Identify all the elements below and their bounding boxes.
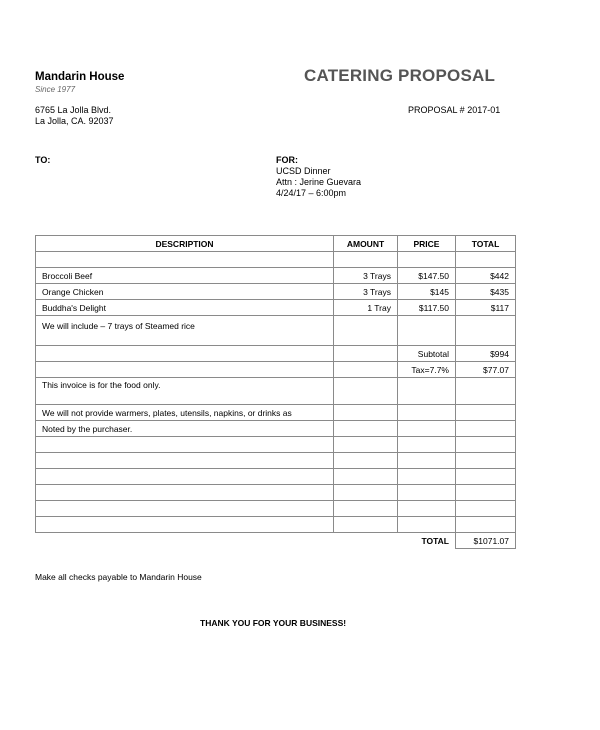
item-total: $117 (456, 300, 516, 316)
note-warmers: We will not provide warmers, plates, utensils, napkins, or drinks as (36, 405, 334, 421)
subtotal-label: Subtotal (398, 346, 456, 362)
item-amount: 1 Tray (334, 300, 398, 316)
item-description: Orange Chicken (36, 284, 334, 300)
item-total: $435 (456, 284, 516, 300)
header-total: TOTAL (456, 236, 516, 252)
for-line-event: UCSD Dinner (276, 166, 331, 176)
item-price: $117.50 (398, 300, 456, 316)
table-header-row (36, 236, 516, 252)
for-label: FOR: (276, 155, 298, 165)
for-line-attn: Attn : Jerine Guevara (276, 177, 362, 187)
note-food: This invoice is for the food only. (36, 378, 334, 405)
table-row-item (36, 268, 516, 284)
items-table (35, 235, 516, 549)
table-row (36, 453, 516, 469)
table-row (36, 437, 516, 453)
checks-note: Make all checks payable to Mandarin House (35, 572, 202, 582)
thank-you-note: THANK YOU FOR YOUR BUSINESS! (200, 618, 347, 628)
table-row (36, 485, 516, 501)
table-row (36, 501, 516, 517)
item-price: $145 (398, 284, 456, 300)
tax-label: Tax=7.7% (398, 362, 456, 378)
note-rice: We will include – 7 trays of Steamed rice (36, 316, 334, 346)
table-row-tax (36, 362, 516, 378)
item-description: Buddha's Delight (36, 300, 334, 316)
table-row-note (36, 405, 516, 421)
total-label: TOTAL (421, 535, 449, 546)
table-row-note (36, 421, 516, 437)
table-row-note (36, 378, 516, 405)
item-total: $442 (456, 268, 516, 284)
table-row-item (36, 284, 516, 300)
table-row (36, 517, 516, 533)
company-name: Mandarin House (35, 71, 125, 83)
company-address-line2: La Jolla, CA. 92037 (35, 116, 114, 126)
table-row (36, 252, 516, 268)
company-address-line1: 6765 La Jolla Blvd. (35, 105, 112, 115)
company-since: Since 1977 (35, 85, 76, 94)
tax-value: $77.07 (456, 362, 516, 378)
to-label: TO: (35, 155, 51, 165)
item-price: $147.50 (398, 268, 456, 284)
table-row-total (36, 533, 516, 549)
header-amount: AMOUNT (334, 236, 398, 252)
header-price: PRICE (398, 236, 456, 252)
item-amount: 3 Trays (334, 284, 398, 300)
note-purchaser: Noted by the purchaser. (36, 421, 334, 437)
item-amount: 3 Trays (334, 268, 398, 284)
item-description: Broccoli Beef (36, 268, 334, 284)
table-row (36, 469, 516, 485)
proposal-number: PROPOSAL # 2017-01 (408, 105, 501, 115)
subtotal-value: $994 (456, 346, 516, 362)
table-row-subtotal (36, 346, 516, 362)
header-description: DESCRIPTION (36, 236, 334, 252)
document-title: CATERING PROPOSAL (304, 66, 496, 85)
total-value: $1071.07 (456, 533, 516, 549)
table-row-note (36, 316, 516, 346)
for-line-date: 4/24/17 – 6:00pm (276, 188, 347, 198)
table-row-item (36, 300, 516, 316)
